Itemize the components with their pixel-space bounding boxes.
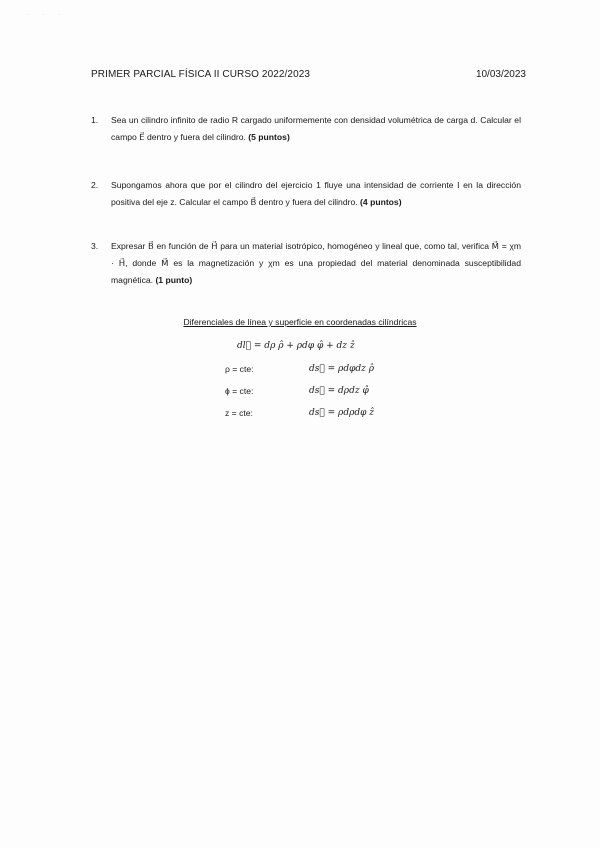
surface-element-z: ds⃗ = ρdρdφ ẑ bbox=[309, 408, 375, 418]
question-statement: Supongamos ahora que por el cilindro del ejercicio 1 fluye una intensidad de corriente I en la dirección positiva del eje z. Calcular el campo B⃗ dentro y fuera del cilindro. bbox=[111, 180, 521, 207]
line-element-equation: dl⃗ = dρ ρ̂ + ρdφ φ̂ + dz ẑ bbox=[237, 341, 355, 351]
question-1 bbox=[91, 112, 521, 146]
differentials-title: Diferenciales de línea y superficie en coordenadas cilíndricas bbox=[183, 317, 417, 327]
question-statement: Expresar B⃗ en función de H⃗ para un material isotrópico, homogéneo y lineal que, como tal, verifica M⃗ = χm · H⃗, donde M⃗ es la magnetización y χm es una propiedad del material denominada susceptibilidad magnética. bbox=[111, 241, 521, 285]
question-points: (1 punto) bbox=[155, 275, 193, 285]
condition-rho: ρ = cte: bbox=[225, 364, 254, 374]
question-text bbox=[111, 238, 521, 289]
surface-element-phi: ds⃗ = dρdz φ̂ bbox=[309, 386, 369, 396]
condition-phi: ɸ = cte: bbox=[225, 386, 254, 396]
exam-title: PRIMER PARCIAL FÍSICA II CURSO 2022/2023 bbox=[91, 69, 311, 80]
question-number: 1. bbox=[91, 115, 99, 125]
question-statement: Sea un cilindro infinito de radio R cargado uniformemente con densidad volumétrica de carga d. Calcular el campo E⃗ dentro y fuera del cilindro. bbox=[111, 115, 521, 142]
corner-mark: · · · bbox=[27, 12, 67, 18]
exam-date: 10/03/2023 bbox=[475, 69, 526, 80]
question-number: 3. bbox=[91, 241, 99, 251]
question-2 bbox=[91, 177, 521, 211]
question-3 bbox=[91, 238, 521, 289]
question-text bbox=[111, 177, 521, 211]
question-points: (5 puntos) bbox=[248, 132, 290, 142]
condition-z: z = cte: bbox=[225, 408, 253, 418]
question-points: (4 puntos) bbox=[360, 197, 402, 207]
question-text bbox=[111, 112, 521, 146]
surface-element-rho: ds⃗ = ρdφdz ρ̂ bbox=[309, 364, 375, 374]
question-number: 2. bbox=[91, 180, 99, 190]
